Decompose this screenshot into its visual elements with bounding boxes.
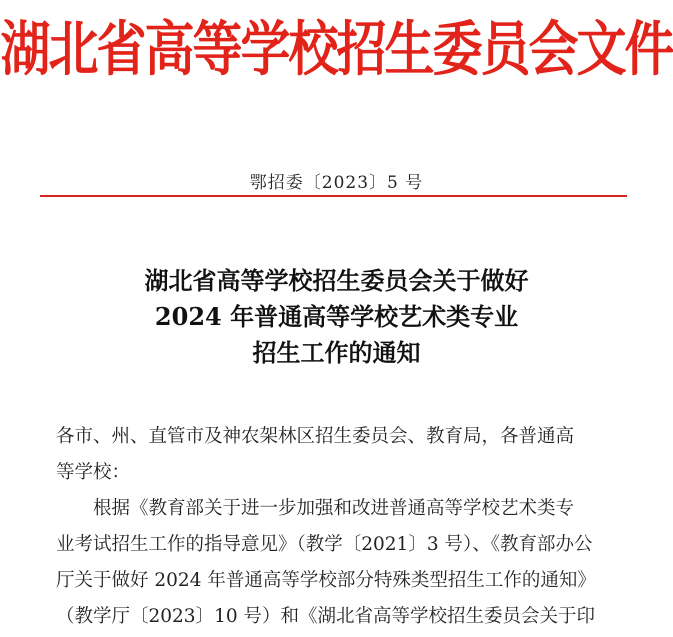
document-body — [56, 419, 656, 635]
title-line-2: 2024 年普通高等学校艺术类专业 — [154, 302, 519, 331]
document-number: 鄂招委〔2023〕5 号 — [249, 173, 424, 193]
red-divider-line — [40, 195, 627, 197]
document-title — [0, 263, 673, 371]
document-masthead: 湖北省高等学校招生委员会文件 — [0, 15, 673, 84]
paragraph-line-4: （教学厅〔2023〕10 号）和《湖北省高等学校招生委员会关于印 — [56, 606, 596, 627]
title-line-3: 招生工作的通知 — [252, 338, 421, 367]
paragraph-line-2: 业考试招生工作的指导意见》（教学〔2021〕3 号）、《教育部办公 — [56, 534, 593, 555]
addressee-line-2: 等学校： — [56, 462, 131, 483]
paragraph-line-3: 厅关于做好 2024 年普通高等学校部分特殊类型招生工作的通知》 — [56, 570, 596, 591]
paragraph-line-1: 根据《教育部关于进一步加强和改进普通高等学校艺术类专 — [93, 498, 575, 519]
addressee-line-1: 各市、州、直管市及神农架林区招生委员会、教育局，各普通高 — [56, 426, 575, 447]
title-line-1: 湖北省高等学校招生委员会关于做好 — [144, 266, 529, 295]
